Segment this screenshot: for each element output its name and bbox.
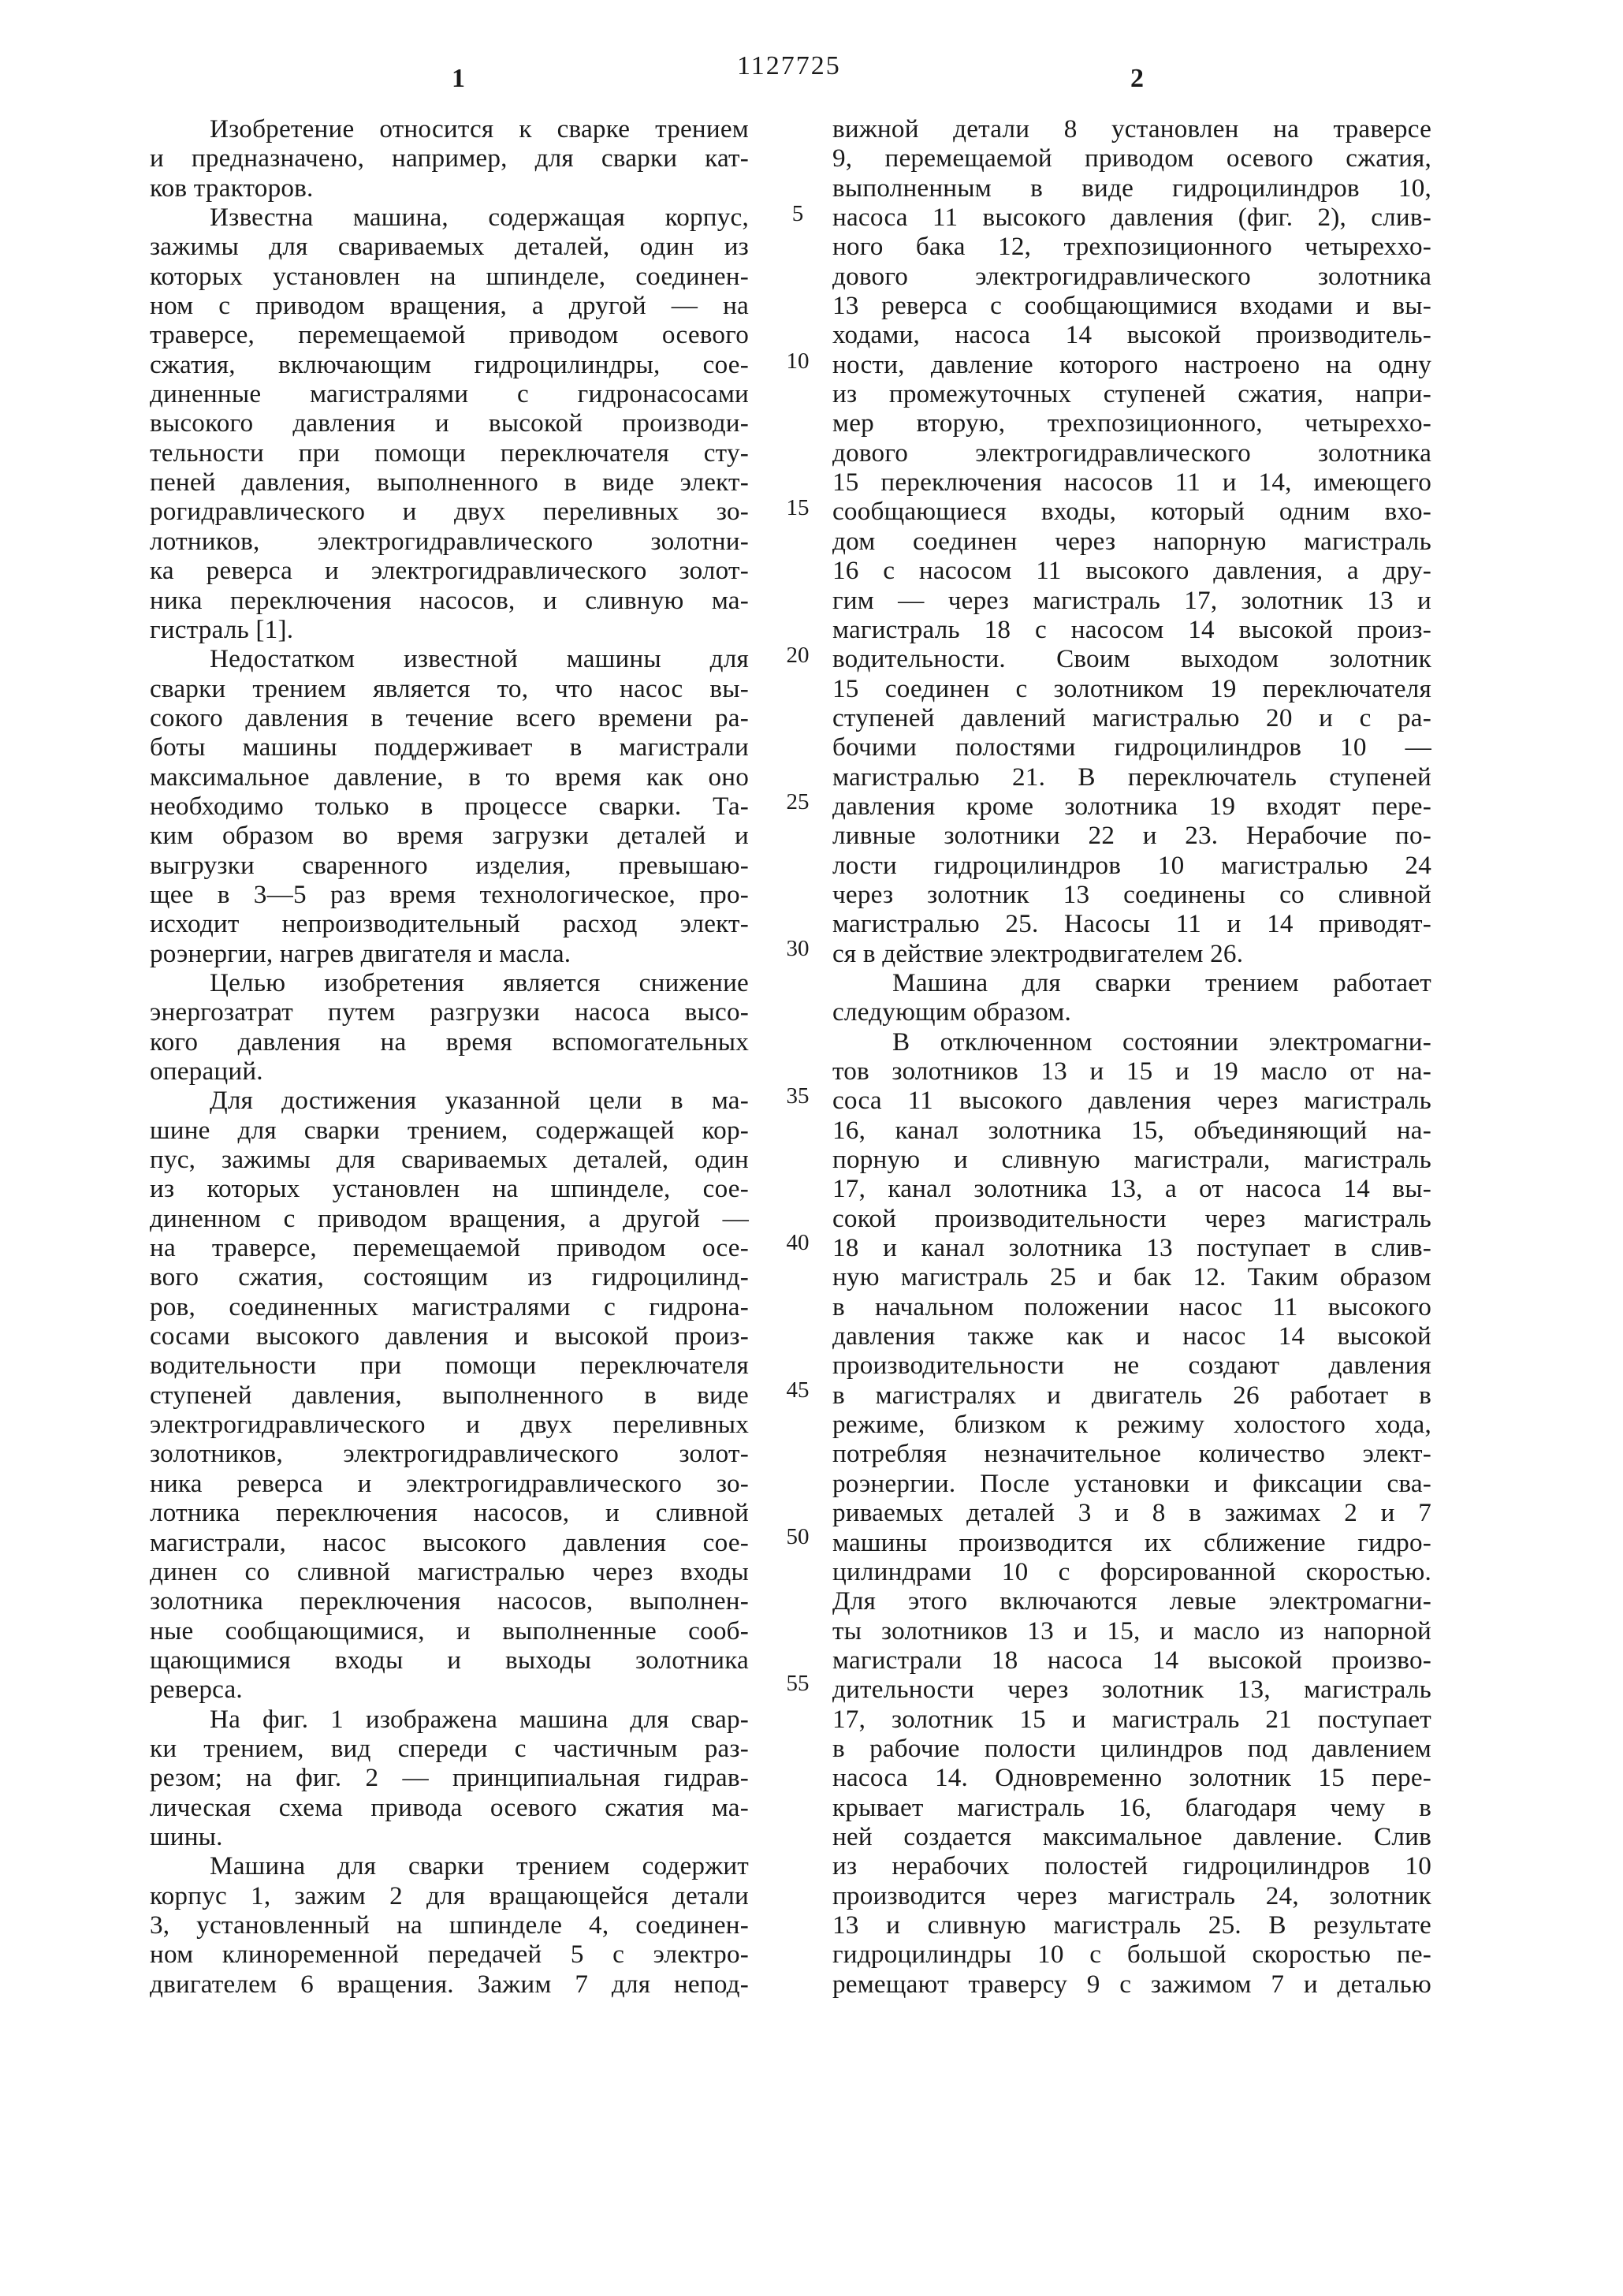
text-line: давления также как и насос 14 высокой: [832, 1321, 1431, 1351]
text-line: ким образом во время загрузки деталей и: [150, 821, 749, 851]
text-line: магистрали, насос высокого давления сое-: [150, 1527, 749, 1557]
text-line: Изобретение относится к сварке трением: [210, 114, 749, 144]
page-number-left: 1: [452, 64, 465, 93]
text-line: шины.: [150, 1821, 223, 1851]
patent-number: 1127725: [737, 51, 841, 80]
text-line: 13 и сливную магистраль 25. В результате: [832, 1910, 1431, 1940]
text-line: ные сообщающимися, и выполненные сооб-: [150, 1616, 749, 1646]
line-number: 25: [786, 789, 810, 814]
text-line: лотника переключения насосов, и сливной: [150, 1498, 749, 1528]
text-line: ную магистраль 25 и бак 12. Таким образом: [832, 1262, 1431, 1292]
text-line: и предназначено, например, для сварки кат-: [150, 144, 749, 173]
text-line: в магистралях и двигатель 26 работает в: [832, 1380, 1431, 1410]
text-line: вижной детали 8 установлен на траверсе: [832, 114, 1431, 144]
text-line: боты машины поддерживает в магистрали: [150, 732, 749, 762]
text-line: максимальное давление, в то время как оно: [150, 762, 749, 792]
line-number: 50: [786, 1524, 810, 1549]
text-line: потребляя незначительное количество элект-: [832, 1439, 1431, 1469]
line-number: 55: [786, 1671, 810, 1696]
text-line: сосами высокого давления и высокой произ-: [150, 1321, 749, 1351]
text-line: двигателем 6 вращения. Зажим 7 для непод-: [150, 1969, 749, 1999]
text-line: щающимися входы и выходы золотника: [150, 1645, 749, 1675]
text-line: пеней давления, выполненного в виде элект-: [150, 468, 749, 498]
text-line: ступеней давлений магистралью 20 и с ра-: [832, 703, 1431, 732]
text-line: ности, давление которого настроено на одну: [832, 349, 1431, 379]
text-line: лическая схема привода осевого сжатия ма-: [150, 1792, 749, 1822]
text-line: через золотник 13 соединены со сливной: [832, 879, 1431, 909]
text-line: насоса 14. Одновременно золотник 15 пере-: [832, 1763, 1431, 1793]
text-line: Для достижения указанной цели в ма-: [210, 1086, 749, 1116]
text-line: диненном с приводом вращения, а другой —: [150, 1203, 749, 1233]
text-line: сварки трением является то, что насос вы-: [150, 673, 749, 703]
text-line: рогидравлического и двух переливных зо-: [150, 497, 749, 527]
text-line: из нерабочих полостей гидроцилиндров 10: [832, 1851, 1431, 1881]
text-line: бочими полостями гидроцилиндров 10 —: [832, 732, 1431, 762]
text-line: 16 с насосом 11 высокого давления, а дру-: [832, 556, 1431, 586]
text-line: вого сжатия, состоящим из гидроцилинд-: [150, 1262, 749, 1292]
text-line: На фиг. 1 изображена машина для свар-: [210, 1704, 749, 1734]
text-line: исходит непроизводительный расход элект-: [150, 909, 749, 939]
right-text-column: [832, 114, 1431, 1999]
text-line: ника переключения насосов, и сливную ма-: [150, 585, 749, 615]
text-line: ров, соединенных магистралями с гидрона-: [150, 1292, 749, 1321]
text-line: ка реверса и электрогидравлического золот-: [150, 556, 749, 586]
text-line: ном с приводом вращения, а другой — на: [150, 291, 749, 321]
text-line: производительности не создают давления: [832, 1351, 1431, 1381]
text-line: траверсе, перемещаемой приводом осевого: [150, 320, 749, 350]
text-line: операций.: [150, 1057, 263, 1086]
text-line: которых установлен на шпинделе, соединен-: [150, 261, 749, 291]
left-text-column: [150, 114, 749, 1999]
text-line: реверса.: [150, 1675, 243, 1705]
text-line: в начальном положении насос 11 высокого: [832, 1292, 1431, 1321]
text-line: следующим образом.: [832, 997, 1072, 1027]
text-line: диненные магистралями с гидронасосами: [150, 379, 749, 409]
text-line: сокого давления в течение всего времени ра-: [150, 703, 749, 732]
text-line: ты золотников 13 и 15, и масло из напорной: [832, 1616, 1431, 1646]
line-number: 20: [786, 643, 810, 668]
text-line: кого давления на время вспомогательных: [150, 1027, 749, 1057]
text-line: роэнергии, нагрев двигателя и масла.: [150, 938, 571, 968]
text-line: из которых установлен на шпинделе, сое-: [150, 1174, 749, 1204]
text-line: лости гидроцилиндров 10 магистралью 24: [832, 850, 1431, 880]
text-line: дом соединен через напорную магистраль: [832, 526, 1431, 556]
text-line: риваемых деталей 3 и 8 в зажимах 2 и 7: [832, 1498, 1431, 1528]
text-line: 3, установленный на шпинделе 4, соединен-: [150, 1910, 749, 1940]
text-line: выполненным в виде гидроцилиндров 10,: [832, 173, 1431, 203]
text-line: ремещают траверсу 9 с зажимом 7 и деталью: [832, 1969, 1431, 1999]
text-line: магистрали 18 насоса 14 высокой произво-: [832, 1645, 1431, 1675]
text-line: 16, канал золотника 15, объединяющий на-: [832, 1115, 1431, 1145]
line-number: 30: [786, 936, 810, 961]
text-line: электрогидравлического и двух переливных: [150, 1410, 749, 1440]
line-number: 45: [786, 1377, 810, 1403]
text-line: на траверсе, перемещаемой приводом осе-: [150, 1233, 749, 1263]
text-line: дового электрогидравлического золотника: [832, 438, 1431, 468]
text-line: ника реверса и электрогидравлического зо-: [150, 1468, 749, 1498]
text-line: высокого давления и высокой производи-: [150, 408, 749, 438]
text-line: соса 11 высокого давления через магистраль: [832, 1086, 1431, 1116]
text-line: магистралью 21. В переключатель ступеней: [832, 762, 1431, 792]
text-line: 15 соединен с золотником 19 переключателя: [832, 673, 1431, 703]
text-line: 17, золотник 15 и магистраль 21 поступает: [832, 1704, 1431, 1734]
text-line: 13 реверса с сообщающимися входами и вы-: [832, 291, 1431, 321]
text-line: золотника переключения насосов, выполнен-: [150, 1586, 749, 1616]
text-line: золотников, электрогидравлического золот-: [150, 1439, 749, 1469]
line-number: 10: [786, 348, 810, 374]
text-line: в рабочие полости цилиндров под давлением: [832, 1733, 1431, 1763]
text-line: гидроцилиндры 10 с большой скоростью пе-: [832, 1940, 1431, 1970]
text-line: гим — через магистраль 17, золотник 13 и: [832, 585, 1431, 615]
line-number: 15: [786, 495, 810, 520]
text-line: ней создается максимальное давление. Слив: [832, 1821, 1431, 1851]
text-line: дительности через золотник 13, магистраль: [832, 1675, 1431, 1705]
text-line: энергозатрат путем разгрузки насоса высо-: [150, 997, 749, 1027]
text-line: корпус 1, зажим 2 для вращающейся детали: [150, 1880, 749, 1910]
line-number: 5: [791, 201, 804, 226]
text-line: производится через магистраль 24, золотник: [832, 1880, 1431, 1910]
page-number-right: 2: [1130, 64, 1144, 93]
text-line: крывает магистраль 16, благодаря чему в: [832, 1792, 1431, 1822]
text-line: тов золотников 13 и 15 и 19 масло от на-: [832, 1057, 1431, 1086]
text-line: 18 и канал золотника 13 поступает в слив-: [832, 1233, 1431, 1263]
text-line: ливные золотники 22 и 23. Нерабочие по-: [832, 821, 1431, 851]
text-line: Машина для сварки трением содержит: [210, 1851, 749, 1881]
text-line: сжатия, включающим гидроцилиндры, сое-: [150, 349, 749, 379]
text-line: роэнергии. После установки и фиксации сва-: [832, 1468, 1431, 1498]
text-line: Целью изобретения является снижение: [210, 967, 749, 997]
text-line: ков тракторов.: [150, 173, 314, 203]
line-number: 40: [786, 1230, 810, 1255]
line-number: 35: [786, 1083, 810, 1109]
text-line: выгрузки сваренного изделия, превышаю-: [150, 850, 749, 880]
text-line: давления кроме золотника 19 входят пере-: [832, 791, 1431, 821]
text-line: сокой производительности через магистраль: [832, 1203, 1431, 1233]
text-line: зажимы для свариваемых деталей, один из: [150, 232, 749, 262]
text-line: 15 переключения насосов 11 и 14, имеющего: [832, 468, 1431, 498]
text-line: В отключенном состоянии электромагни-: [892, 1027, 1431, 1057]
text-line: Машина для сварки трением работает: [892, 967, 1431, 997]
text-line: ся в действие электродвигателем 26.: [832, 938, 1244, 968]
text-line: магистралью 25. Насосы 11 и 14 приводят-: [832, 909, 1431, 939]
text-line: водительности. Своим выходом золотник: [832, 644, 1431, 674]
text-line: 9, перемещаемой приводом осевого сжатия,: [832, 144, 1431, 173]
text-line: ного бака 12, трехпозиционного четыреххо-: [832, 232, 1431, 262]
text-line: порную и сливную магистрали, магистраль: [832, 1145, 1431, 1175]
text-line: Для этого включаются левые электромагни-: [832, 1586, 1431, 1616]
text-line: ном клиноременной передачей 5 с электро-: [150, 1940, 749, 1970]
text-line: резом; на фиг. 2 — принципиальная гидрав-: [150, 1763, 749, 1793]
text-line: режиме, близком к режиму холостого хода,: [832, 1410, 1431, 1440]
text-line: водительности при помощи переключателя: [150, 1351, 749, 1381]
text-line: из промежуточных ступеней сжатия, напри-: [832, 379, 1431, 409]
text-line: пус, зажимы для свариваемых деталей, один: [150, 1145, 749, 1175]
text-line: ступеней давления, выполненного в виде: [150, 1380, 749, 1410]
text-line: 17, канал золотника 13, а от насоса 14 вы-: [832, 1174, 1431, 1204]
text-line: динен со сливной магистралью через входы: [150, 1556, 749, 1586]
text-line: ки трением, вид спереди с частичным раз-: [150, 1733, 749, 1763]
text-line: сообщающиеся входы, который одним вхо-: [832, 497, 1431, 527]
text-line: насоса 11 высокого давления (фиг. 2), слив-: [832, 203, 1431, 233]
text-line: машины производится их сближение гидро-: [832, 1527, 1431, 1557]
text-line: Недостатком известной машины для: [210, 644, 749, 674]
text-line: необходимо только в процессе сварки. Та-: [150, 791, 749, 821]
text-line: шине для сварки трением, содержащей кор-: [150, 1115, 749, 1145]
text-line: гистраль [1].: [150, 614, 294, 644]
text-line: щее в 3—5 раз время технологическое, про-: [150, 879, 749, 909]
text-line: тельности при помощи переключателя сту-: [150, 438, 749, 468]
text-line: цилиндрами 10 с форсированной скоростью.: [832, 1556, 1431, 1586]
text-line: дового электрогидравлического золотника: [832, 261, 1431, 291]
text-line: магистраль 18 с насосом 14 высокой произ-: [832, 614, 1431, 644]
text-line: лотников, электрогидравлического золотни-: [150, 526, 749, 556]
text-line: Известна машина, содержащая корпус,: [210, 203, 749, 233]
text-line: ходами, насоса 14 высокой производитель-: [832, 320, 1431, 350]
text-line: мер вторую, трехпозиционного, четыреххо-: [832, 408, 1431, 438]
